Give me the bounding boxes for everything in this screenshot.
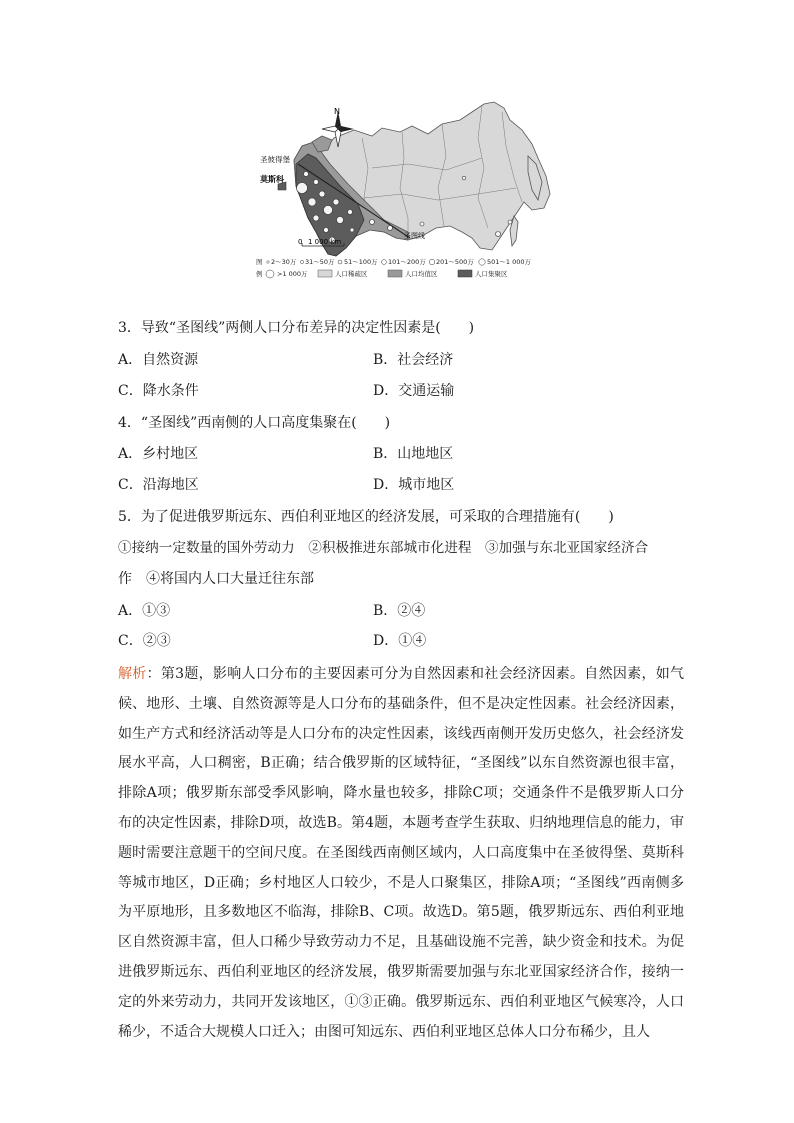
question-3-option-a: A．自然资源	[118, 352, 199, 368]
question-5-statements-line1: ①接纳一定数量的国外劳动力 ②积极推进东部城市化进程 ③加强与东北亚国家经济合	[118, 540, 649, 556]
city-circle	[350, 228, 354, 232]
legend-swatch-sparse	[318, 270, 332, 277]
city-circle	[319, 191, 325, 197]
city-circle	[297, 183, 308, 194]
map-svg	[232, 98, 562, 282]
city-circle	[308, 198, 316, 206]
city-circle	[333, 199, 339, 205]
question-5-option-a: A．①③	[118, 603, 171, 619]
city-circle	[508, 220, 512, 224]
legend-zone-average: 人口均值区	[405, 270, 438, 278]
city-circle	[304, 172, 309, 177]
question-5-statements-line2: 作 ④将国内人口大量迁往东部	[118, 571, 314, 587]
legend-circle-5: 201～500万	[436, 258, 474, 266]
legend	[256, 257, 532, 278]
legend-swatch-dense	[458, 270, 472, 277]
north-label: N	[334, 107, 340, 116]
scale-distance: 1 000 km	[308, 238, 342, 246]
question-3-stem: 3．导致“圣图线”两侧人口分布差异的决定性因素是( )	[118, 320, 475, 336]
legend-circle-3: 51～100万	[344, 258, 378, 266]
city-circle	[314, 180, 319, 185]
city-circle	[388, 226, 393, 231]
scale-zero: 0	[298, 238, 303, 246]
question-5-stem: 5．为了促进俄罗斯远东、西伯利亚地区的经济发展，可采取的合理措施有( )	[118, 509, 614, 525]
city-circle	[324, 206, 333, 215]
legend-circle-1: 2～30万	[271, 258, 297, 266]
city-circle	[313, 215, 319, 221]
legend-circle-4: 101～200万	[388, 258, 426, 266]
city-circle	[348, 210, 353, 215]
question-4-option-a: A．乡村地区	[118, 446, 199, 462]
question-4-stem: 4．“圣图线”西南侧的人口高度集聚在( )	[118, 415, 391, 431]
explanation-paragraph	[118, 660, 684, 1047]
russia-population-map	[232, 98, 562, 282]
line-label: 圣图线	[404, 232, 425, 240]
explanation-text: ：第3题，影响人口分布的主要因素可分为自然因素和社会经济因素。自然因素，如气候、地形、土壤、自然资源等是人口分布的基础条件，但不是决定性因素。社会经济因素，如生产方式和经济活动等是人口分布的决定性因素，该线西南侧开发历史悠久，社会经济发展水平高，人口稠密，B正确；结合俄罗斯的区域特征，“圣图线”以东自然资源也很丰富，排除A项；俄罗斯东部受季风影响，降水量也较多，排除C项；交通条件不是俄罗斯人口分布的决定性因素，排除D项，故选B。第4题，本题考查学生获取、归纳地理信息的能力，审题时需要注意题干的空间尺度。在圣图线西南侧区域内，人口高度集中在圣彼得堡、莫斯科等城市地区，D正确；乡村地区人口较少，不是人口聚集区，排除A项；“圣图线”西南侧多为平原地形，且多数地区不临海，排除B、C项。故选D。第5题，俄罗斯远东、西伯利亚地区自然资源丰富，但人口稀少导致劳动力不足，且基础设施不完善，缺少资金和技术。为促进俄罗斯远东、西伯利亚地区的经济发展，俄罗斯需要加强与东北亚国家经济合作，接纳一定的外来劳动力，共同开发该地区，①③正确。俄罗斯远东、西伯利亚地区气候寒冷，人口稀少，不适合大规模人口迁入；由图可知远东、西伯利亚地区总体人口分布稀少，且人	[118, 666, 685, 1040]
question-3-option-d: D．交通运输	[373, 383, 455, 399]
legend-zone-dense: 人口集聚区	[475, 270, 508, 278]
st-petersburg-label: 圣彼得堡	[260, 155, 290, 164]
city-circle	[420, 222, 424, 226]
legend-circle-2: 31～50万	[305, 258, 335, 266]
city-circle	[337, 217, 344, 224]
question-5-option-b: B．②④	[373, 603, 426, 619]
legend-circle-6: 501～1 000万	[487, 258, 532, 266]
city-circle	[324, 228, 329, 233]
legend-swatch-average	[388, 270, 402, 277]
explanation-label: 解析	[118, 666, 147, 682]
legend-zone-sparse: 人口稀疏区	[335, 270, 368, 278]
question-5-option-d: D．①④	[373, 633, 427, 649]
question-4-option-b: B．山地地区	[373, 446, 454, 462]
scale-bar	[298, 238, 344, 246]
moscow-label: 莫斯科	[260, 174, 284, 184]
question-4-option-d: D．城市地区	[373, 477, 455, 493]
question-3-option-c: C．降水条件	[118, 383, 199, 399]
city-circle	[462, 176, 466, 180]
legend-prefix-top: 图	[256, 258, 263, 266]
question-5-option-c: C．②③	[118, 633, 171, 649]
question-3-option-b: B．社会经济	[373, 352, 454, 368]
city-circle	[370, 220, 375, 225]
legend-prefix-bottom: 例	[256, 270, 263, 278]
city-circle	[496, 232, 501, 237]
legend-circle-7: >1 000万	[277, 270, 308, 278]
question-4-option-c: C．沿海地区	[118, 477, 199, 493]
